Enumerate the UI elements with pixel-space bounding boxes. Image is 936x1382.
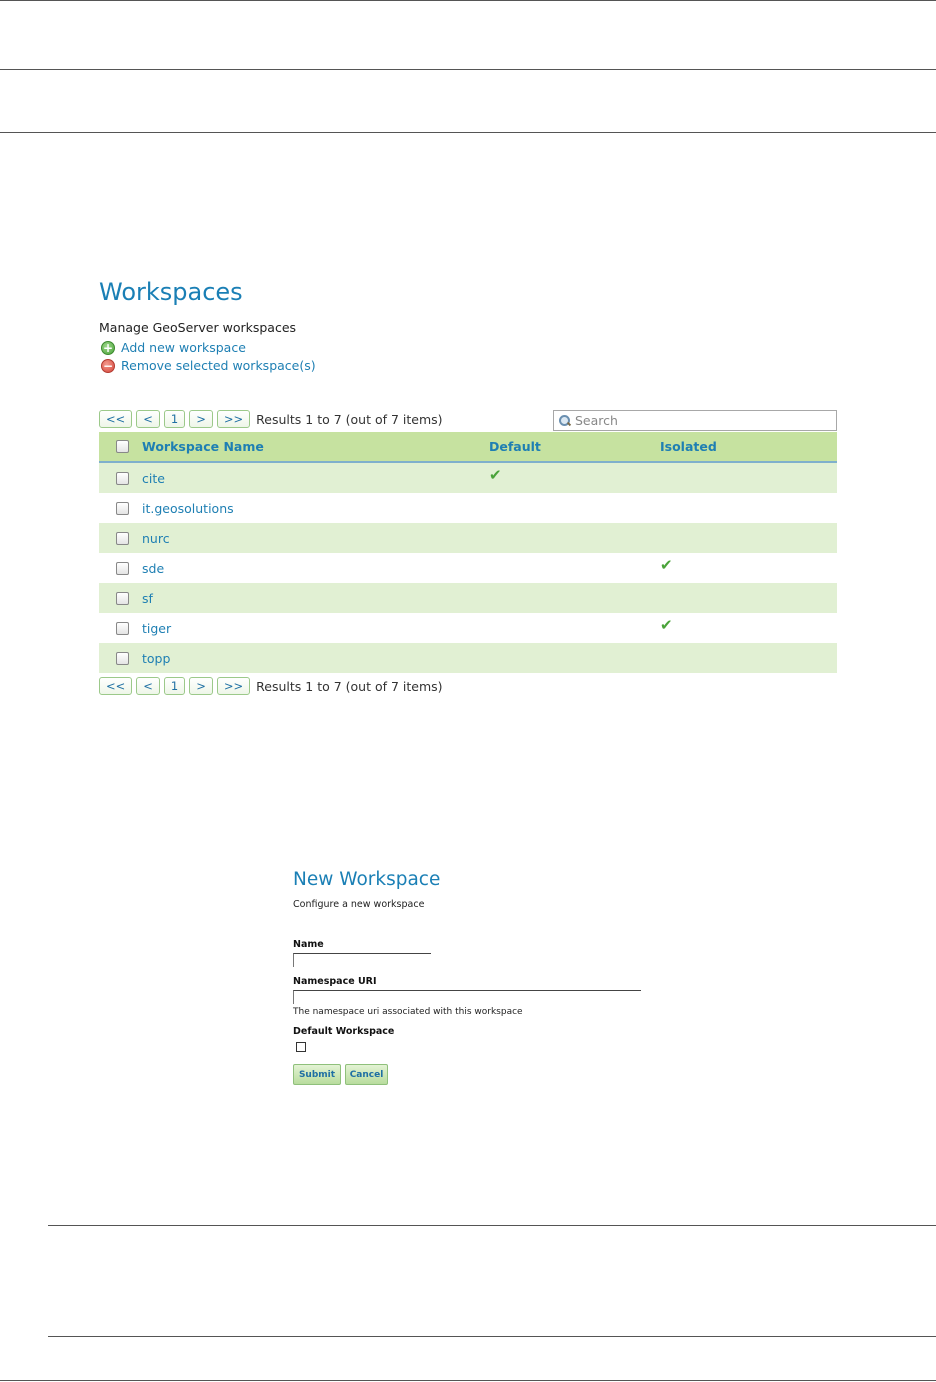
column-header-isolated[interactable]: Isolated — [660, 439, 717, 454]
row-checkbox[interactable] — [116, 562, 129, 575]
remove-workspace-link[interactable] — [101, 358, 316, 373]
column-header-name[interactable]: Workspace Name — [142, 439, 264, 454]
search-input[interactable] — [553, 410, 837, 431]
add-workspace-link[interactable] — [101, 340, 246, 355]
pager-results: Results 1 to 7 (out of 7 items) — [256, 411, 443, 427]
remove-workspace-label: Remove selected workspace(s) — [121, 358, 316, 373]
pager-bottom — [99, 677, 443, 695]
page-description: Manage GeoServer workspaces — [99, 320, 297, 335]
remove-icon: − — [102, 358, 114, 373]
default-check-icon: ✔ — [489, 466, 502, 484]
workspace-name-link[interactable]: sf — [142, 590, 153, 606]
row-checkbox[interactable] — [116, 532, 129, 545]
table-body — [99, 463, 837, 673]
default-workspace-label: Default Workspace — [293, 1026, 395, 1037]
table-row — [99, 643, 837, 673]
pager-page-button[interactable]: 1 — [164, 410, 185, 428]
isolated-check-icon: ✔ — [660, 616, 673, 634]
table-row — [99, 523, 837, 553]
default-workspace-checkbox[interactable] — [296, 1042, 306, 1052]
workspace-name-link[interactable]: tiger — [142, 620, 172, 636]
workspace-name-link[interactable]: topp — [142, 650, 171, 666]
row-checkbox[interactable] — [116, 652, 129, 665]
select-all-checkbox[interactable] — [116, 440, 129, 453]
workspace-name-link[interactable]: sde — [142, 560, 165, 576]
table-header — [99, 432, 837, 463]
search-icon — [559, 415, 570, 426]
workspace-name-link[interactable]: it.geosolutions — [142, 500, 234, 516]
page-rule-top — [0, 0, 936, 1]
row-checkbox[interactable] — [116, 472, 129, 485]
row-checkbox[interactable] — [116, 502, 129, 515]
pager-first-button[interactable]: << — [99, 410, 132, 428]
cancel-button[interactable]: Cancel — [345, 1064, 388, 1085]
isolated-check-icon: ✔ — [660, 556, 673, 574]
pager-next-button[interactable]: > — [189, 410, 213, 428]
table-row — [99, 583, 837, 613]
page-title: Workspaces — [99, 278, 243, 306]
pager-prev-button[interactable]: < — [136, 410, 160, 428]
table-row — [99, 613, 837, 643]
header-rule-1 — [0, 69, 936, 70]
pager-first-button[interactable]: << — [99, 677, 132, 695]
add-workspace-label: Add new workspace — [121, 340, 246, 355]
submit-button[interactable]: Submit — [293, 1064, 341, 1085]
table-row — [99, 463, 837, 493]
table-row — [99, 493, 837, 523]
search-placeholder: Search — [575, 413, 618, 428]
namespace-uri-field[interactable] — [293, 990, 641, 1004]
workspaces-table — [99, 432, 837, 673]
namespace-uri-hint: The namespace uri associated with this workspace — [293, 1007, 523, 1017]
new-workspace-title: New Workspace — [293, 869, 441, 890]
footer-rule-2 — [48, 1336, 936, 1337]
pager-page-button[interactable]: 1 — [164, 677, 185, 695]
pager-last-button[interactable]: >> — [217, 677, 250, 695]
footer-rule-1 — [48, 1225, 936, 1226]
table-row — [99, 553, 837, 583]
row-checkbox[interactable] — [116, 592, 129, 605]
pager-last-button[interactable]: >> — [217, 410, 250, 428]
page-rule-bottom — [0, 1380, 936, 1381]
row-checkbox[interactable] — [116, 622, 129, 635]
workspace-name-link[interactable]: nurc — [142, 530, 170, 546]
namespace-uri-label: Namespace URI — [293, 976, 377, 987]
new-workspace-description: Configure a new workspace — [293, 899, 425, 910]
header-rule-2 — [0, 132, 936, 133]
column-header-default[interactable]: Default — [489, 439, 541, 454]
pager-top — [99, 410, 443, 428]
pager-prev-button[interactable]: < — [136, 677, 160, 695]
name-label: Name — [293, 939, 324, 950]
name-field[interactable] — [293, 953, 431, 967]
workspace-name-link[interactable]: cite — [142, 470, 165, 486]
add-icon: + — [102, 340, 114, 355]
pager-next-button[interactable]: > — [189, 677, 213, 695]
pager-results: Results 1 to 7 (out of 7 items) — [256, 678, 443, 694]
